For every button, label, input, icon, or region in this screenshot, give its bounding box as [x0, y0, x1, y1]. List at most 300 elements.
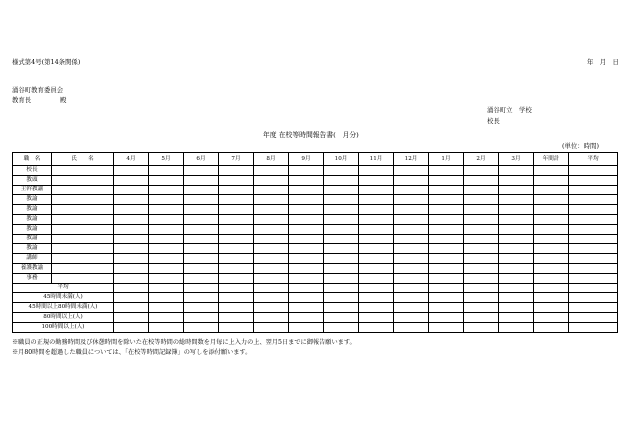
entry-cell[interactable]	[464, 166, 499, 176]
entry-cell[interactable]	[359, 185, 394, 195]
entry-cell[interactable]	[324, 175, 359, 185]
entry-cell[interactable]	[394, 214, 429, 224]
entry-cell[interactable]	[464, 214, 499, 224]
entry-cell[interactable]	[464, 175, 499, 185]
entry-cell[interactable]	[394, 244, 429, 254]
column-header: 7月	[219, 153, 254, 166]
summary-entry-cell[interactable]	[149, 293, 184, 303]
summary-entry-cell[interactable]	[184, 303, 219, 313]
entry-cell[interactable]	[324, 263, 359, 273]
summary-entry-cell[interactable]	[499, 293, 534, 303]
honorific: 殿	[60, 96, 67, 104]
column-header: 9月	[289, 153, 324, 166]
entry-cell[interactable]	[254, 185, 289, 195]
entry-cell[interactable]	[499, 224, 534, 234]
column-header: 年間計	[534, 153, 569, 166]
entry-cell[interactable]	[184, 214, 219, 224]
summary-entry-cell[interactable]	[219, 312, 254, 322]
entry-cell[interactable]	[499, 254, 534, 264]
entry-cell[interactable]	[254, 224, 289, 234]
summary-entry-cell[interactable]	[289, 293, 324, 303]
entry-cell[interactable]	[289, 205, 324, 215]
summary-entry-cell[interactable]	[464, 293, 499, 303]
summary-entry-cell[interactable]	[114, 322, 149, 332]
summary-entry-cell[interactable]	[464, 322, 499, 332]
summary-label-cell: 100時間以上(人)	[13, 322, 114, 332]
position-cell: 教頭	[13, 175, 52, 185]
entry-cell[interactable]	[569, 205, 618, 215]
column-header: 職 名	[13, 153, 52, 166]
entry-cell[interactable]	[149, 273, 184, 283]
entry-cell[interactable]	[219, 205, 254, 215]
summary-entry-cell[interactable]	[359, 283, 394, 293]
entry-cell[interactable]	[254, 254, 289, 264]
entry-cell[interactable]	[534, 263, 569, 273]
entry-cell[interactable]	[324, 195, 359, 205]
entry-cell[interactable]	[254, 166, 289, 176]
entry-cell[interactable]	[289, 195, 324, 205]
entry-cell[interactable]	[149, 234, 184, 244]
entry-cell[interactable]	[149, 254, 184, 264]
summary-entry-cell[interactable]	[254, 312, 289, 322]
summary-row	[13, 312, 618, 322]
summary-entry-cell[interactable]	[359, 322, 394, 332]
summary-entry-cell[interactable]	[499, 283, 534, 293]
entry-cell[interactable]	[394, 254, 429, 264]
entry-cell[interactable]	[429, 224, 464, 234]
entry-cell[interactable]	[219, 195, 254, 205]
entry-cell[interactable]	[149, 205, 184, 215]
table-row	[13, 214, 618, 224]
entry-cell[interactable]	[324, 273, 359, 283]
entry-cell[interactable]	[114, 195, 149, 205]
entry-cell[interactable]	[114, 263, 149, 273]
entry-cell[interactable]	[569, 263, 618, 273]
entry-cell[interactable]	[429, 273, 464, 283]
entry-cell[interactable]	[359, 263, 394, 273]
summary-entry-cell[interactable]	[429, 303, 464, 313]
entry-cell[interactable]	[394, 205, 429, 215]
entry-cell[interactable]	[219, 244, 254, 254]
entry-cell[interactable]	[254, 234, 289, 244]
entry-cell[interactable]	[359, 166, 394, 176]
entry-cell[interactable]	[499, 234, 534, 244]
entry-cell[interactable]	[464, 244, 499, 254]
summary-entry-cell[interactable]	[499, 312, 534, 322]
entry-cell[interactable]	[534, 166, 569, 176]
column-header: 11月	[359, 153, 394, 166]
column-header: 6月	[184, 153, 219, 166]
table-row	[13, 224, 618, 234]
table-row	[13, 175, 618, 185]
entry-cell[interactable]	[254, 263, 289, 273]
summary-row	[13, 303, 618, 313]
position-cell: 養護教諭	[13, 263, 52, 273]
entry-cell[interactable]	[429, 234, 464, 244]
position-cell: 教諭	[13, 244, 52, 254]
entry-cell[interactable]	[429, 205, 464, 215]
summary-entry-cell[interactable]	[114, 312, 149, 322]
entry-cell[interactable]	[359, 244, 394, 254]
summary-entry-cell[interactable]	[394, 312, 429, 322]
column-header: 2月	[464, 153, 499, 166]
summary-entry-cell[interactable]	[569, 322, 618, 332]
summary-entry-cell[interactable]	[324, 322, 359, 332]
summary-entry-cell[interactable]	[534, 303, 569, 313]
entry-cell[interactable]	[114, 185, 149, 195]
entry-cell[interactable]	[359, 214, 394, 224]
entry-cell[interactable]	[289, 234, 324, 244]
summary-entry-cell[interactable]	[534, 322, 569, 332]
summary-entry-cell[interactable]	[324, 283, 359, 293]
unit-label: (単位：時間)	[562, 142, 599, 150]
entry-cell[interactable]	[534, 273, 569, 283]
summary-entry-cell[interactable]	[359, 303, 394, 313]
entry-cell[interactable]	[324, 224, 359, 234]
summary-entry-cell[interactable]	[534, 312, 569, 322]
summary-entry-cell[interactable]	[114, 283, 149, 293]
entry-cell[interactable]	[184, 195, 219, 205]
entry-cell[interactable]	[499, 195, 534, 205]
entry-cell[interactable]	[394, 224, 429, 234]
column-header: 8月	[254, 153, 289, 166]
summary-entry-cell[interactable]	[219, 322, 254, 332]
entry-cell[interactable]	[324, 254, 359, 264]
summary-entry-cell[interactable]	[429, 322, 464, 332]
entry-cell[interactable]	[394, 263, 429, 273]
table-row	[13, 205, 618, 215]
entry-cell[interactable]	[394, 195, 429, 205]
entry-cell[interactable]	[52, 205, 114, 215]
entry-cell[interactable]	[219, 175, 254, 185]
entry-cell[interactable]	[324, 166, 359, 176]
entry-cell[interactable]	[429, 214, 464, 224]
summary-entry-cell[interactable]	[569, 303, 618, 313]
entry-cell[interactable]	[464, 224, 499, 234]
table-row	[13, 234, 618, 244]
entry-cell[interactable]	[184, 175, 219, 185]
position-cell: 事務	[13, 273, 52, 283]
entry-cell[interactable]	[569, 185, 618, 195]
entry-cell[interactable]	[254, 195, 289, 205]
entry-cell[interactable]	[394, 234, 429, 244]
entry-cell[interactable]	[464, 263, 499, 273]
summary-entry-cell[interactable]	[254, 322, 289, 332]
note-1: ※職員の正規の勤務時間及び休憩時間を除いた在校等時間の総時間数を月毎に上入力の上、翌月5日までに御報告願います。	[12, 339, 356, 346]
entry-cell[interactable]	[114, 175, 149, 185]
summary-label-cell: 45時間未満(人)	[13, 293, 114, 303]
summary-entry-cell[interactable]	[324, 303, 359, 313]
summary-entry-cell[interactable]	[359, 312, 394, 322]
entry-cell[interactable]	[464, 185, 499, 195]
summary-entry-cell[interactable]	[149, 312, 184, 322]
entry-cell[interactable]	[534, 224, 569, 234]
summary-entry-cell[interactable]	[114, 303, 149, 313]
entry-cell[interactable]	[219, 273, 254, 283]
position-cell: 講師	[13, 254, 52, 264]
summary-entry-cell[interactable]	[394, 322, 429, 332]
entry-cell[interactable]	[254, 244, 289, 254]
entry-cell[interactable]	[289, 273, 324, 283]
entry-cell[interactable]	[464, 234, 499, 244]
entry-cell[interactable]	[149, 263, 184, 273]
entry-cell[interactable]	[184, 273, 219, 283]
entry-cell[interactable]	[534, 175, 569, 185]
entry-cell[interactable]	[499, 273, 534, 283]
entry-cell[interactable]	[464, 254, 499, 264]
entry-cell[interactable]	[52, 195, 114, 205]
entry-cell[interactable]	[254, 214, 289, 224]
entry-cell[interactable]	[324, 244, 359, 254]
table-row	[13, 195, 618, 205]
entry-cell[interactable]	[184, 263, 219, 273]
entry-cell[interactable]	[464, 205, 499, 215]
summary-row	[13, 283, 618, 293]
summary-entry-cell[interactable]	[534, 283, 569, 293]
entry-cell[interactable]	[569, 195, 618, 205]
summary-entry-cell[interactable]	[429, 293, 464, 303]
entry-cell[interactable]	[52, 244, 114, 254]
position-cell: 教諭	[13, 224, 52, 234]
summary-row	[13, 322, 618, 332]
entry-cell[interactable]	[289, 254, 324, 264]
entry-cell[interactable]	[184, 166, 219, 176]
entry-cell[interactable]	[499, 205, 534, 215]
summary-entry-cell[interactable]	[464, 283, 499, 293]
entry-cell[interactable]	[289, 244, 324, 254]
entry-cell[interactable]	[569, 214, 618, 224]
entry-cell[interactable]	[289, 263, 324, 273]
column-header: 12月	[394, 153, 429, 166]
summary-entry-cell[interactable]	[254, 303, 289, 313]
column-header: 1月	[429, 153, 464, 166]
summary-entry-cell[interactable]	[569, 293, 618, 303]
entry-cell[interactable]	[219, 185, 254, 195]
entry-cell[interactable]	[114, 234, 149, 244]
position-cell: 教諭	[13, 234, 52, 244]
summary-entry-cell[interactable]	[359, 293, 394, 303]
entry-cell[interactable]	[499, 166, 534, 176]
entry-cell[interactable]	[289, 214, 324, 224]
entry-cell[interactable]	[219, 224, 254, 234]
entry-cell[interactable]	[429, 195, 464, 205]
entry-cell[interactable]	[184, 244, 219, 254]
hours-table	[12, 152, 618, 333]
summary-entry-cell[interactable]	[394, 293, 429, 303]
summary-entry-cell[interactable]	[149, 322, 184, 332]
summary-entry-cell[interactable]	[324, 312, 359, 322]
entry-cell[interactable]	[114, 205, 149, 215]
entry-cell[interactable]	[359, 224, 394, 234]
summary-entry-cell[interactable]	[254, 293, 289, 303]
entry-cell[interactable]	[289, 166, 324, 176]
entry-cell[interactable]	[149, 195, 184, 205]
entry-cell[interactable]	[534, 205, 569, 215]
entry-cell[interactable]	[219, 263, 254, 273]
entry-cell[interactable]	[359, 234, 394, 244]
entry-cell[interactable]	[499, 214, 534, 224]
entry-cell[interactable]	[499, 263, 534, 273]
summary-entry-cell[interactable]	[324, 293, 359, 303]
entry-cell[interactable]	[52, 224, 114, 234]
entry-cell[interactable]	[149, 244, 184, 254]
entry-cell[interactable]	[569, 234, 618, 244]
entry-cell[interactable]	[52, 263, 114, 273]
entry-cell[interactable]	[149, 166, 184, 176]
summary-entry-cell[interactable]	[394, 303, 429, 313]
entry-cell[interactable]	[219, 234, 254, 244]
column-header: 平均	[569, 153, 618, 166]
entry-cell[interactable]	[429, 263, 464, 273]
summary-entry-cell[interactable]	[149, 283, 184, 293]
summary-entry-cell[interactable]	[184, 312, 219, 322]
entry-cell[interactable]	[52, 254, 114, 264]
summary-entry-cell[interactable]	[184, 283, 219, 293]
entry-cell[interactable]	[184, 185, 219, 195]
entry-cell[interactable]	[429, 166, 464, 176]
entry-cell[interactable]	[464, 195, 499, 205]
summary-entry-cell[interactable]	[184, 293, 219, 303]
entry-cell[interactable]	[149, 214, 184, 224]
entry-cell[interactable]	[359, 254, 394, 264]
entry-cell[interactable]	[219, 166, 254, 176]
entry-cell[interactable]	[534, 244, 569, 254]
entry-cell[interactable]	[52, 234, 114, 244]
entry-cell[interactable]	[149, 175, 184, 185]
table-row	[13, 185, 618, 195]
entry-cell[interactable]	[289, 224, 324, 234]
entry-cell[interactable]	[359, 195, 394, 205]
summary-entry-cell[interactable]	[219, 283, 254, 293]
summary-label-cell: 45時間以上80時間未満(人)	[13, 303, 114, 313]
position-cell: 主幹教諭	[13, 185, 52, 195]
entry-cell[interactable]	[289, 175, 324, 185]
table-row	[13, 254, 618, 264]
entry-cell[interactable]	[394, 175, 429, 185]
summary-entry-cell[interactable]	[114, 293, 149, 303]
note-2: ※月80時間を超過した職員については、「在校等時間記録簿」の写しを添付願います。	[12, 349, 252, 356]
entry-cell[interactable]	[254, 175, 289, 185]
summary-entry-cell[interactable]	[569, 283, 618, 293]
entry-cell[interactable]	[114, 254, 149, 264]
entry-cell[interactable]	[534, 195, 569, 205]
entry-cell[interactable]	[52, 273, 114, 283]
entry-cell[interactable]	[569, 175, 618, 185]
summary-entry-cell[interactable]	[289, 322, 324, 332]
entry-cell[interactable]	[499, 175, 534, 185]
entry-cell[interactable]	[429, 185, 464, 195]
summary-entry-cell[interactable]	[499, 322, 534, 332]
entry-cell[interactable]	[52, 214, 114, 224]
entry-cell[interactable]	[429, 244, 464, 254]
entry-cell[interactable]	[499, 244, 534, 254]
entry-cell[interactable]	[464, 273, 499, 283]
entry-cell[interactable]	[394, 185, 429, 195]
summary-entry-cell[interactable]	[569, 312, 618, 322]
entry-cell[interactable]	[254, 205, 289, 215]
entry-cell[interactable]	[569, 224, 618, 234]
summary-entry-cell[interactable]	[429, 283, 464, 293]
entry-cell[interactable]	[114, 244, 149, 254]
entry-cell[interactable]	[184, 254, 219, 264]
entry-cell[interactable]	[569, 244, 618, 254]
summary-row	[13, 293, 618, 303]
summary-entry-cell[interactable]	[184, 322, 219, 332]
entry-cell[interactable]	[52, 175, 114, 185]
position-cell: 教諭	[13, 195, 52, 205]
column-header: 5月	[149, 153, 184, 166]
entry-cell[interactable]	[114, 214, 149, 224]
entry-cell[interactable]	[114, 273, 149, 283]
entry-cell[interactable]	[394, 273, 429, 283]
entry-cell[interactable]	[429, 175, 464, 185]
entry-cell[interactable]	[569, 166, 618, 176]
entry-cell[interactable]	[534, 185, 569, 195]
entry-cell[interactable]	[254, 273, 289, 283]
column-header: 3月	[499, 153, 534, 166]
entry-cell[interactable]	[534, 254, 569, 264]
summary-entry-cell[interactable]	[289, 283, 324, 293]
entry-cell[interactable]	[359, 273, 394, 283]
entry-cell[interactable]	[219, 254, 254, 264]
summary-entry-cell[interactable]	[254, 283, 289, 293]
entry-cell[interactable]	[534, 234, 569, 244]
principal-label: 校長	[487, 117, 500, 125]
entry-cell[interactable]	[219, 214, 254, 224]
summary-entry-cell[interactable]	[394, 283, 429, 293]
summary-entry-cell[interactable]	[499, 303, 534, 313]
entry-cell[interactable]	[52, 185, 114, 195]
entry-cell[interactable]	[149, 185, 184, 195]
entry-cell[interactable]	[184, 234, 219, 244]
entry-cell[interactable]	[324, 205, 359, 215]
entry-cell[interactable]	[149, 224, 184, 234]
summary-entry-cell[interactable]	[464, 303, 499, 313]
entry-cell[interactable]	[394, 166, 429, 176]
summary-entry-cell[interactable]	[534, 293, 569, 303]
summary-entry-cell[interactable]	[289, 303, 324, 313]
entry-cell[interactable]	[324, 185, 359, 195]
entry-cell[interactable]	[359, 205, 394, 215]
entry-cell[interactable]	[114, 166, 149, 176]
form-number: 様式第4号(第14条関係)	[12, 58, 81, 66]
entry-cell[interactable]	[359, 175, 394, 185]
entry-cell[interactable]	[569, 273, 618, 283]
position-cell: 教諭	[13, 205, 52, 215]
entry-cell[interactable]	[184, 205, 219, 215]
entry-cell[interactable]	[289, 185, 324, 195]
entry-cell[interactable]	[184, 224, 219, 234]
summary-entry-cell[interactable]	[429, 312, 464, 322]
school-label: 涌谷町立 学校	[487, 106, 532, 114]
summary-entry-cell[interactable]	[219, 303, 254, 313]
entry-cell[interactable]	[429, 254, 464, 264]
column-header: 氏 名	[52, 153, 114, 166]
column-header: 10月	[324, 153, 359, 166]
entry-cell[interactable]	[324, 214, 359, 224]
entry-cell[interactable]	[52, 166, 114, 176]
entry-cell[interactable]	[569, 254, 618, 264]
entry-cell[interactable]	[534, 214, 569, 224]
summary-entry-cell[interactable]	[464, 312, 499, 322]
summary-entry-cell[interactable]	[149, 303, 184, 313]
summary-entry-cell[interactable]	[289, 312, 324, 322]
entry-cell[interactable]	[114, 224, 149, 234]
entry-cell[interactable]	[499, 185, 534, 195]
entry-cell[interactable]	[324, 234, 359, 244]
summary-entry-cell[interactable]	[219, 293, 254, 303]
report-title: 年度 在校等時間報告書( 月分)	[263, 131, 359, 139]
